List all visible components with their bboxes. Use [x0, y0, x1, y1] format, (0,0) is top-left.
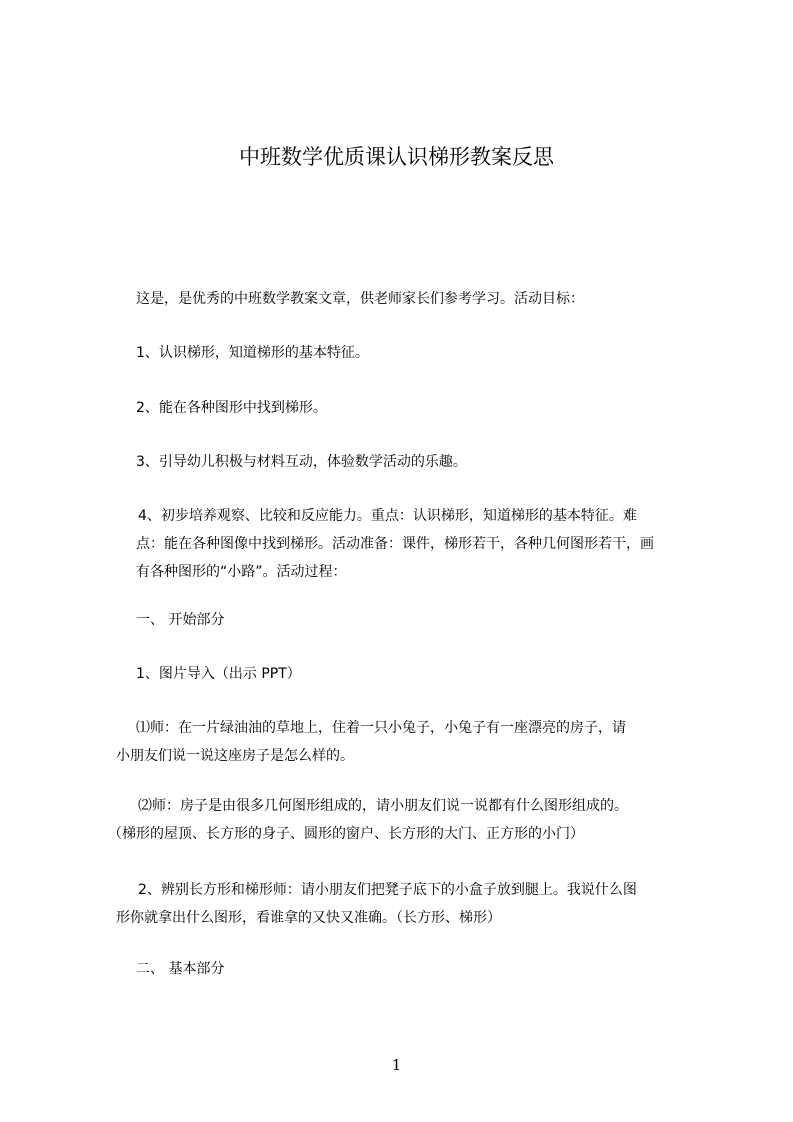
paragraph-teacher-1-line-2: 小朋友们说一说这座房子是怎么样的。	[116, 748, 354, 764]
paragraph-image-intro: 1、图片导入（出示 PPT）	[136, 666, 301, 682]
paragraph-goal-4-line-2: 点：能在各种图像中找到梯形。活动准备：课件，梯形若干，各种几何图形若干，画	[136, 536, 654, 552]
paragraph-goal-4-line-3: 有各种图形的“小路”。活动过程：	[136, 564, 347, 580]
section-heading-start: 一、 开始部分	[136, 612, 225, 628]
paragraph-distinguish-line-2: 形你就拿出什么图形，看谁拿的又快又准确。（长方形、梯形）	[116, 910, 501, 926]
paragraph-distinguish-line-1: 2、辨别长方形和梯形师：请小朋友们把凳子底下的小盒子放到腿上。我说什么图	[138, 882, 637, 898]
paragraph-goal-1: 1、认识梯形，知道梯形的基本特征。	[136, 345, 369, 361]
paragraph-teacher-2-line-2: （梯形的屋顶、长方形的身子、圆形的窗户、长方形的大门、正方形的小门）	[108, 826, 584, 842]
paragraph-goal-3: 3、引导幼儿积极与材料互动，体验数学活动的乐趣。	[136, 454, 467, 470]
section-heading-basic: 二、 基本部分	[136, 961, 225, 977]
paragraph-intro: 这是，是优秀的中班数学教案文章，供老师家长们参考学习。活动目标：	[136, 291, 584, 307]
paragraph-goal-2: 2、能在各种图形中找到梯形。	[136, 400, 327, 416]
document-title: 中班数学优质课认识梯形教案反思	[239, 145, 554, 169]
paragraph-teacher-2-line-1: ⑵师：房子是由很多几何图形组成的，请小朋友们说一说都有什么图形组成的。	[138, 798, 628, 814]
page-number: 1	[391, 1056, 402, 1074]
paragraph-teacher-1-line-1: ⑴师：在一片绿油油的草地上，住着一只小兔子，小兔子有一座漂亮的房子，请	[136, 720, 626, 736]
paragraph-goal-4-line-1: 4、初步培养观察、比较和反应能力。重点：认识梯形，知道梯形的基本特征。难	[138, 508, 637, 524]
